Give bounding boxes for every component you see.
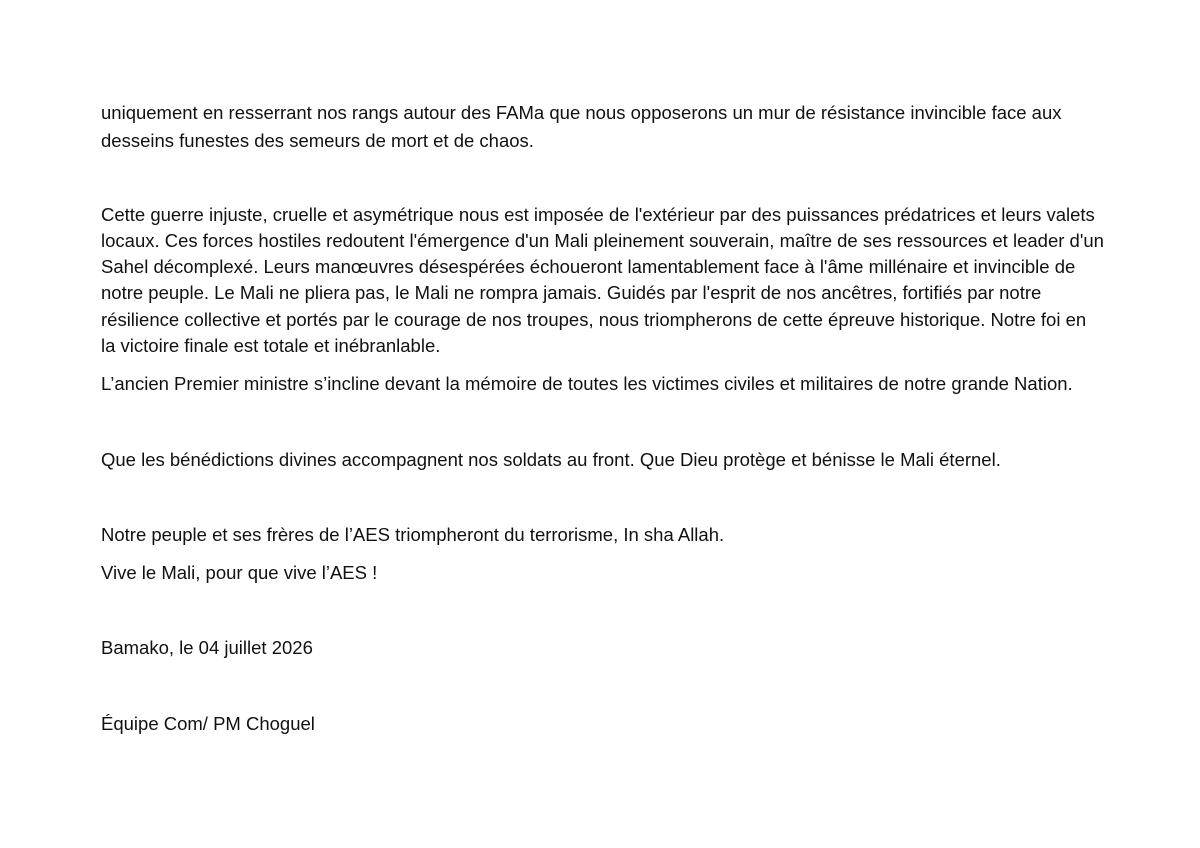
paragraph-2-line-5: résilience collective et portés par le courage de nos troupes, nous triompherons de cette épreuve historique. Notre foi en bbox=[101, 309, 1087, 330]
paragraph-5: Notre peuple et ses frères de l’AES triompheront du terrorisme, In sha Allah. bbox=[101, 524, 725, 545]
paragraph-3: L’ancien Premier ministre s’incline devant la mémoire de toutes les victimes civiles et militaires de notre grande Nation. bbox=[101, 373, 1073, 394]
paragraph-2-line-1: Cette guerre injuste, cruelle et asymétrique nous est imposée de l'extérieur par des puissances prédatrices et leurs valets bbox=[101, 204, 1095, 225]
paragraph-2-line-6: la victoire finale est totale et inébranlable. bbox=[101, 335, 441, 356]
place-date: Bamako, le 04 juillet 2026 bbox=[101, 637, 313, 658]
paragraph-2-line-3: Sahel décomplexé. Leurs manœuvres désespérées échoueront lamentablement face à l'âme millénaire et invincible de bbox=[101, 256, 1076, 277]
paragraph-6: Vive le Mali, pour que vive l’AES ! bbox=[101, 562, 378, 583]
paragraph-1-line-1: uniquement en resserrant nos rangs autour des FAMa que nous opposerons un mur de résistance invincible face aux bbox=[101, 102, 1062, 123]
paragraph-2-line-2: locaux. Ces forces hostiles redoutent l'émergence d'un Mali pleinement souverain, maître de ses ressources et leader d'un bbox=[101, 230, 1104, 251]
paragraph-2-line-4: notre peuple. Le Mali ne pliera pas, le Mali ne rompra jamais. Guidés par l'esprit de nos ancêtres, fortifiés par notre bbox=[101, 282, 1042, 303]
paragraph-1-line-2: desseins funestes des semeurs de mort et de chaos. bbox=[101, 130, 534, 151]
paragraph-4: Que les bénédictions divines accompagnent nos soldats au front. Que Dieu protège et bénisse le Mali éternel. bbox=[101, 449, 1001, 470]
signature: Équipe Com/ PM Choguel bbox=[101, 713, 315, 734]
